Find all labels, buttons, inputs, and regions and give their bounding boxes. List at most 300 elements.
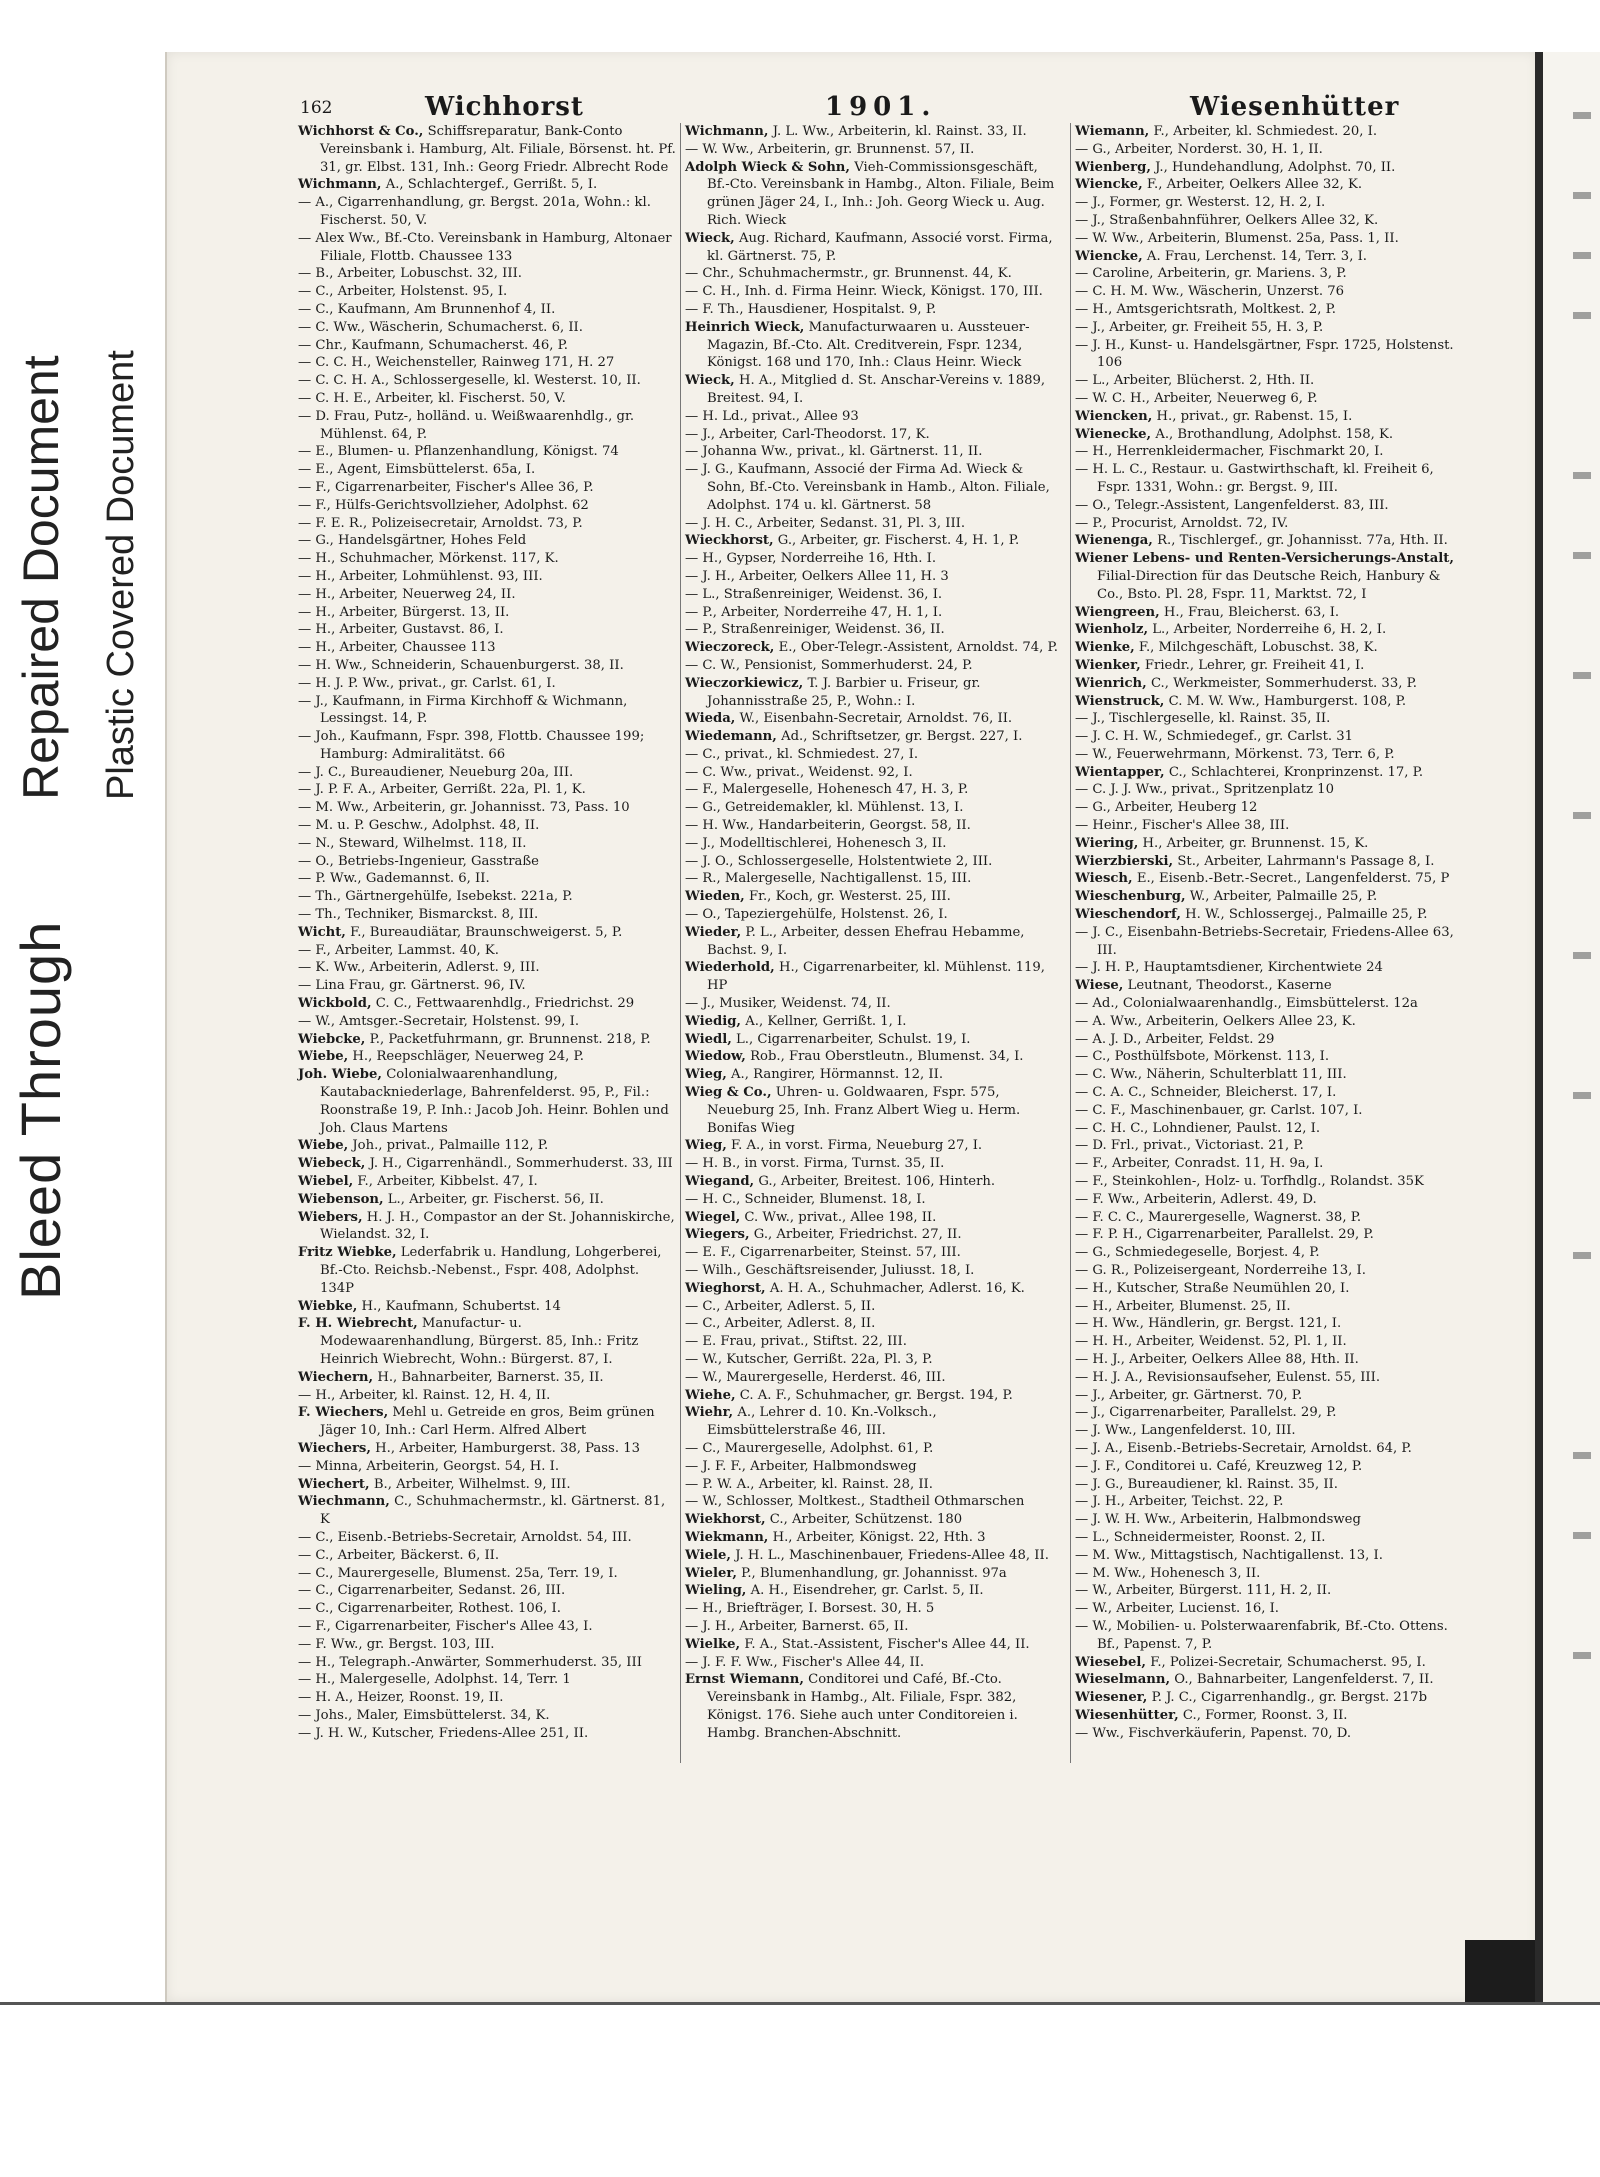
- directory-entry: [685, 301, 1063, 319]
- entry-text: Schiffsreparatur, Bank-Conto Vereinsbank i. Hamburg, Alt. Filiale, Börsenst. ht. Pf. 31, gr. Elbst. 131, Inh.: Georg Friedr. Albrecht Rode: [320, 124, 676, 175]
- entry-text: — C., Arbeiter, Adlerst. 5, II.: [685, 1298, 876, 1314]
- entry-text: C. A. F., Schuhmacher, gr. Bergst. 194, P.: [739, 1387, 1013, 1403]
- entry-text: H., Arbeiter, Hamburgerst. 38, Pass. 13: [375, 1440, 640, 1456]
- directory-entry: [298, 337, 676, 355]
- entry-text: — H., Arbeiter, Chaussee 113: [298, 640, 496, 656]
- directory-entry: [298, 1671, 676, 1689]
- entry-text: — Lina Frau, gr. Gärtnerst. 96, IV.: [298, 978, 526, 994]
- entry-text: F., Arbeiter, kl. Schmiedest. 20, I.: [1153, 124, 1378, 139]
- entry-text: Uhren- u. Goldwaaren, Fspr. 575, Neueburg 25, Inh. Franz Albert Wieg u. Herm. Bonifas Wieg: [707, 1085, 1021, 1136]
- entry-text: Aug. Richard, Kaufmann, Associé vorst. Firma, kl. Gärtnerst. 75, P.: [707, 230, 1053, 264]
- entry-name: Joh. Wiebe,: [298, 1067, 382, 1083]
- directory-entry: [1075, 1387, 1465, 1405]
- entry-name: Wiebe,: [298, 1049, 349, 1065]
- directory-entry: [1075, 1137, 1465, 1155]
- entry-text: O., Bahnarbeiter, Langenfelderst. 7, II.: [1174, 1672, 1434, 1688]
- directory-entry: [685, 123, 1063, 141]
- directory-entry: [685, 1209, 1063, 1227]
- directory-entry: [1075, 1315, 1465, 1333]
- entry-text: — W., Kutscher, Gerrißt. 22a, Pl. 3, P.: [685, 1351, 933, 1367]
- entry-text: — J. P. F. A., Arbeiter, Gerrißt. 22a, Pl. 1, K.: [298, 782, 586, 798]
- entry-text: Leutnant, Theodorst., Kaserne: [1127, 978, 1332, 994]
- directory-entry: [1075, 515, 1465, 533]
- directory-entry: [1075, 461, 1465, 497]
- entry-text: — W. C. H., Arbeiter, Neuerweg 6, P.: [1075, 390, 1318, 406]
- directory-entry: [298, 515, 676, 533]
- directory-entry: [1075, 1066, 1465, 1084]
- entry-text: — Joh., Kaufmann, Fspr. 398, Flottb. Chaussee 199; Hamburg: Admiralitätst. 66: [298, 729, 645, 762]
- directory-entry: [1075, 1404, 1465, 1422]
- entry-text: — M. Ww., Hohenesch 3, II.: [1075, 1565, 1261, 1581]
- directory-entry: [298, 835, 676, 853]
- directory-entry: [1075, 1582, 1465, 1600]
- directory-entry: [685, 159, 1063, 230]
- directory-entry: [1075, 1031, 1465, 1049]
- entry-name: Wiechern,: [298, 1369, 374, 1385]
- entry-text: — H. Ld., privat., Allee 93: [685, 408, 859, 424]
- directory-entry: [1075, 657, 1465, 675]
- directory-entry: [298, 283, 676, 301]
- entry-text: — F. Ww., Arbeiterin, Adlerst. 49, D.: [1075, 1191, 1317, 1207]
- directory-entry: [1075, 977, 1465, 995]
- directory-entry: [298, 870, 676, 888]
- entry-text: — P., Straßenreiniger, Weidenst. 36, II.: [685, 622, 945, 638]
- side-label-repaired-document: Repaired Document: [13, 355, 69, 800]
- directory-entry: [685, 799, 1063, 817]
- directory-entry: [298, 1618, 676, 1636]
- entry-text: — H. J. A., Revisionsaufseher, Eulenst. 55, III.: [1075, 1369, 1381, 1385]
- header-right-keyword: Wiesenhütter: [1190, 92, 1400, 122]
- entry-text: — Th., Gärtnergehülfe, Isebekst. 221a, P.: [298, 889, 573, 905]
- directory-entry: [1075, 319, 1465, 337]
- entry-text: — F., Malergeselle, Hohenesch 47, H. 3, P.: [685, 782, 969, 798]
- directory-entry: [685, 265, 1063, 283]
- entry-name: Wienrich,: [1075, 675, 1147, 691]
- entry-text: H., Arbeiter, Königst. 22, Hth. 3: [772, 1529, 986, 1545]
- entry-text: F., Bureaudiätar, Braunschweigerst. 5, P.: [350, 924, 623, 940]
- entry-text: H., Reepschläger, Neuerweg 24, P.: [352, 1049, 584, 1065]
- directory-entry: [685, 1262, 1063, 1280]
- entry-name: Wiedemann,: [685, 729, 777, 745]
- directory-entry: [298, 1048, 676, 1066]
- directory-entry: [1075, 959, 1465, 977]
- directory-entry: [298, 604, 676, 622]
- directory-entry: [1075, 426, 1465, 444]
- entry-text: — H., Arbeiter, Blumenst. 25, II.: [1075, 1298, 1291, 1314]
- directory-entry: [1075, 194, 1465, 212]
- entry-text: Ad., Schriftsetzer, gr. Bergst. 227, I.: [781, 729, 1023, 745]
- directory-entry: [685, 443, 1063, 461]
- directory-entry: [685, 995, 1063, 1013]
- entry-text: — F., Cigarrenarbeiter, Fischer's Allee 43, I.: [298, 1618, 593, 1634]
- entry-text: — C. A. C., Schneider, Bleicherst. 17, I.: [1075, 1085, 1337, 1101]
- entry-text: P., Packetfuhrmann, gr. Brunnenst. 218, P.: [369, 1031, 651, 1047]
- directory-entry: [1075, 1600, 1465, 1618]
- directory-entry: [298, 1209, 676, 1245]
- entry-name: Wierzbierski,: [1075, 853, 1174, 869]
- entry-text: — H., Amtsgerichtsrath, Moltkest. 2, P.: [1075, 301, 1336, 317]
- directory-entry: [685, 141, 1063, 159]
- entry-text: A., Brothandlung, Adolphst. 158, K.: [1155, 426, 1394, 442]
- entry-text: A., Kellner, Gerrißt. 1, I.: [745, 1013, 907, 1029]
- directory-entry: [1075, 924, 1465, 960]
- entry-name: Ernst Wiemann,: [685, 1672, 804, 1688]
- directory-entry: [685, 1351, 1063, 1369]
- directory-entry: [685, 639, 1063, 657]
- directory-entry: [685, 1582, 1063, 1600]
- entry-text: — F. Th., Hausdiener, Hospitalst. 9, P.: [685, 301, 937, 317]
- entry-text: L., Arbeiter, Norderreihe 6, H. 2, I.: [1152, 622, 1387, 638]
- entry-text: G., Arbeiter, gr. Fischerst. 4, H. 1, P.: [777, 533, 1020, 549]
- entry-text: — W., Maurergeselle, Herderst. 46, III.: [685, 1369, 946, 1385]
- entry-name: Wiehr,: [685, 1405, 734, 1421]
- entry-text: G., Arbeiter, Friedrichst. 27, II.: [753, 1227, 962, 1243]
- entry-text: W., Arbeiter, Palmaille 25, P.: [1189, 889, 1378, 905]
- entry-text: — C. W., Pensionist, Sommerhuderst. 24, P.: [685, 657, 973, 673]
- directory-entry: [1075, 123, 1465, 141]
- entry-text: — J., Former, gr. Westerst. 12, H. 2, I.: [1075, 195, 1326, 211]
- entry-text: — L., Straßenreiniger, Weidenst. 36, I.: [685, 586, 943, 602]
- directory-entry: [685, 1137, 1063, 1155]
- directory-entry: [685, 1618, 1063, 1636]
- entry-text: — H., Arbeiter, Bürgerst. 13, II.: [298, 604, 510, 620]
- directory-entry: [298, 1600, 676, 1618]
- entry-name: Wiencken,: [1075, 408, 1153, 424]
- entry-text: — D. Frau, Putz-, holländ. u. Weißwaarenhdlg., gr. Mühlenst. 64, P.: [298, 408, 635, 442]
- entry-text: Vieh-Commissionsgeschäft, Bf.-Cto. Vereinsbank in Hambg., Alton. Filiale, Beim grünen Jäger 24, I., Inh.: Joh. Georg Wieck u. Aug. Rich. Wieck: [707, 159, 1055, 228]
- entry-text: — H., Briefträger, I. Borsest. 30, H. 5: [685, 1601, 935, 1617]
- entry-name: Wieda,: [685, 711, 736, 727]
- directory-entry: [1075, 1422, 1465, 1440]
- entry-name: Wieler,: [685, 1565, 737, 1581]
- entry-name: Wieselmann,: [1075, 1672, 1171, 1688]
- directory-entry: [298, 1707, 676, 1725]
- directory-entry: [298, 1689, 676, 1707]
- entry-text: — C., Cigarrenarbeiter, Rothest. 106, I.: [298, 1601, 561, 1617]
- directory-entry: [1075, 1209, 1465, 1227]
- directory-entry: [1075, 265, 1465, 283]
- directory-entry: [1075, 906, 1465, 924]
- entry-name: Wiener Lebens- und Renten-Versicherungs-Anstalt,: [1075, 551, 1454, 567]
- directory-entry: [685, 1369, 1063, 1387]
- directory-entry: [685, 1298, 1063, 1316]
- entry-text: — H. Ww., Händlerin, gr. Bergst. 121, I.: [1075, 1316, 1342, 1332]
- directory-entry: [298, 1458, 676, 1476]
- entry-text: — Minna, Arbeiterin, Georgst. 54, H. I.: [298, 1458, 560, 1474]
- entry-text: Colonialwaarenhandlung, Kautabackniederlage, Bahrenfelderst. 95, P., Fil.: Roonstraße 19, P. Inh.: Jacob Joh. Heinr. Bohlen und Joh. Claus Martens: [320, 1067, 669, 1136]
- entry-text: F. A., in vorst. Firma, Neueburg 27, I.: [731, 1138, 983, 1154]
- entry-text: T. J. Barbier u. Friseur, gr. Johannisstraße 25, P., Wohn.: I.: [707, 675, 981, 709]
- entry-text: B., Arbeiter, Wilhelmst. 9, III.: [373, 1476, 571, 1492]
- directory-entry: [298, 1191, 676, 1209]
- directory-entry: [298, 1493, 676, 1529]
- entry-text: — H., Gypser, Norderreihe 16, Hth. I.: [685, 551, 937, 567]
- directory-entry: [1075, 604, 1465, 622]
- directory-entry: [1075, 1155, 1465, 1173]
- entry-text: — Ww., Fischverkäuferin, Papenst. 70, D.: [1075, 1725, 1352, 1741]
- directory-entry: [685, 586, 1063, 604]
- entry-name: Wiekmann,: [685, 1529, 769, 1545]
- directory-entry: [685, 1671, 1063, 1742]
- entry-text: — G., Getreidemakler, kl. Mühlenst. 13, I.: [685, 800, 964, 816]
- entry-name: Wieck,: [685, 230, 735, 246]
- entry-name: Wiebke,: [298, 1298, 358, 1314]
- entry-text: — W., Arbeiter, Bürgerst. 111, H. 2, II.: [1075, 1583, 1332, 1599]
- entry-text: — H., Telegraph.-Anwärter, Sommerhuderst. 35, III: [298, 1654, 642, 1670]
- entry-text: — J. H., Arbeiter, Barnerst. 65, II.: [685, 1618, 909, 1634]
- entry-text: P. L., Arbeiter, dessen Ehefrau Hebamme, Bachst. 9, I.: [707, 924, 1025, 958]
- directory-entry: [298, 657, 676, 675]
- directory-entry: [685, 906, 1063, 924]
- directory-entry: [685, 959, 1063, 995]
- directory-entry: [685, 1013, 1063, 1031]
- entry-text: Fr., Koch, gr. Westerst. 25, III.: [748, 889, 951, 905]
- entry-text: — W., Mobilien- u. Polsterwaarenfabrik, Bf.-Cto. Ottens. Bf., Papenst. 7, P.: [1075, 1618, 1448, 1652]
- directory-entry: [685, 408, 1063, 426]
- entry-text: — C. H. C., Lohndiener, Paulst. 12, I.: [1075, 1120, 1321, 1136]
- entry-text: H., privat., gr. Rabenst. 15, I.: [1156, 408, 1353, 424]
- directory-entry: [1075, 283, 1465, 301]
- directory-entry: [1075, 764, 1465, 782]
- directory-entry: [298, 621, 676, 639]
- entry-text: — F. Ww., gr. Bergst. 103, III.: [298, 1636, 495, 1652]
- entry-name: F. H. Wiebrecht,: [298, 1316, 418, 1332]
- entry-text: A., Rangirer, Hörmannst. 12, II.: [731, 1067, 944, 1083]
- entry-name: Wichmann,: [298, 177, 382, 193]
- directory-entry: [298, 1387, 676, 1405]
- directory-entry: [298, 301, 676, 319]
- entry-text: — J. G., Bureaudiener, kl. Rainst. 35, II.: [1075, 1476, 1338, 1492]
- directory-entry: [685, 1244, 1063, 1262]
- directory-entry: [1075, 176, 1465, 194]
- scan-bottom-edge: [0, 2002, 1600, 2005]
- entry-text: — J., Musiker, Weidenst. 74, II.: [685, 996, 891, 1012]
- entry-name: Adolph Wieck & Sohn,: [685, 159, 850, 175]
- adjacent-page-strip: [1543, 52, 1600, 2002]
- entry-text: — H. J., Arbeiter, Oelkers Allee 88, Hth. II.: [1075, 1351, 1359, 1367]
- entry-name: Wiedig,: [685, 1013, 742, 1029]
- entry-text: A., Lehrer d. 10. Kn.-Volksch., Eimsbüttelerstraße 46, III.: [707, 1405, 937, 1439]
- entry-text: Lederfabrik u. Handlung, Lohgerberei, Bf.-Cto. Reichsb.-Nebenst., Fspr. 408, Adolphst. 134P: [320, 1245, 662, 1296]
- entry-name: Wieden,: [685, 889, 745, 905]
- entry-text: Friedr., Lehrer, gr. Freiheit 41, I.: [1144, 657, 1365, 673]
- directory-entry: [1075, 1280, 1465, 1298]
- entry-name: Heinrich Wieck,: [685, 319, 805, 335]
- directory-entry: [298, 265, 676, 283]
- entry-text: — C., Kaufmann, Am Brunnenhof 4, II.: [298, 301, 556, 317]
- entry-text: F., Arbeiter, Kibbelst. 47, I.: [357, 1174, 538, 1190]
- directory-entry: [685, 1226, 1063, 1244]
- entry-text: — H., Arbeiter, Lohmühlenst. 93, III.: [298, 568, 543, 584]
- entry-text: — J. A., Eisenb.-Betriebs-Secretair, Arnoldst. 64, P.: [1075, 1440, 1412, 1456]
- directory-entry: [685, 426, 1063, 444]
- directory-entry: [1075, 390, 1465, 408]
- entry-text: F., Polizei-Secretair, Schumacherst. 95, I.: [1150, 1654, 1426, 1670]
- directory-entry: [298, 194, 676, 230]
- entry-text: — F. E. R., Polizeisecretair, Arnoldst. 73, P.: [298, 515, 583, 531]
- entry-text: Manufactur- u. Modewaarenhandlung, Bürgerst. 85, Inh.: Fritz Heinrich Wiebrecht, Wohn.: Bürgerst. 87, I.: [320, 1316, 639, 1367]
- entry-text: — H. J. P. Ww., privat., gr. Carlst. 61, I.: [298, 675, 556, 691]
- entry-text: — O., Betriebs-Ingenieur, Gasstraße: [298, 853, 539, 869]
- entry-name: Wiese,: [1075, 978, 1124, 994]
- directory-entry: [1075, 1476, 1465, 1494]
- directory-entry: [1075, 337, 1465, 373]
- directory-entry: [685, 888, 1063, 906]
- entry-text: — C., Posthülfsbote, Mörkenst. 113, I.: [1075, 1049, 1330, 1065]
- entry-text: — E., Agent, Eimsbüttelerst. 65a, I.: [298, 462, 536, 478]
- entry-text: — W., Feuerwehrmann, Mörkenst. 73, Terr. 6, P.: [1075, 746, 1395, 762]
- directory-entry: [685, 1387, 1063, 1405]
- entry-text: — J., Straßenbahnführer, Oelkers Allee 32, K.: [1075, 212, 1379, 228]
- entry-text: — Johs., Maler, Eimsbüttelerst. 34, K.: [298, 1707, 550, 1723]
- page-header: [300, 92, 1410, 126]
- directory-entry: [298, 568, 676, 586]
- entry-text: C., Schuhmachermstr., kl. Gärtnerst. 81, K: [320, 1494, 666, 1528]
- directory-entry: [298, 1013, 676, 1031]
- entry-text: — A. Ww., Arbeiterin, Oelkers Allee 23, K.: [1075, 1013, 1356, 1029]
- entry-text: — W., Schlosser, Moltkest., Stadtheil Othmarschen: [685, 1494, 1025, 1510]
- entry-name: Wieghorst,: [685, 1280, 766, 1296]
- entry-name: Wiesener,: [1075, 1690, 1148, 1706]
- entry-text: C. M. W. Ww., Hamburgerst. 108, P.: [1168, 693, 1407, 709]
- directory-entry: [685, 728, 1063, 746]
- entry-name: Wiederhold,: [685, 960, 775, 976]
- entry-text: H., Kaufmann, Schubertst. 14: [361, 1298, 561, 1314]
- directory-entry: [685, 550, 1063, 568]
- entry-name: Wichhorst & Co.,: [298, 124, 424, 139]
- entry-name: Wiencke,: [1075, 177, 1143, 193]
- entry-name: Wieckhorst,: [685, 533, 774, 549]
- directory-entry: [298, 550, 676, 568]
- entry-text: — C. H. E., Arbeiter, kl. Fischerst. 50, V.: [298, 390, 566, 406]
- entry-text: G., Arbeiter, Breitest. 106, Hinterh.: [758, 1174, 996, 1190]
- directory-entry: [1075, 1173, 1465, 1191]
- entry-text: — G. R., Polizeisergeant, Norderreihe 13, I.: [1075, 1263, 1366, 1278]
- directory-entry: [685, 1529, 1063, 1547]
- directory-entry: [1075, 1493, 1465, 1511]
- entry-text: — H., Schuhmacher, Mörkenst. 117, K.: [298, 551, 559, 567]
- entry-name: F. Wiechers,: [298, 1405, 389, 1421]
- directory-entry: [685, 1066, 1063, 1084]
- directory-entry: [685, 1084, 1063, 1137]
- directory-entry: [1075, 710, 1465, 728]
- entry-name: Wiebers,: [298, 1209, 363, 1225]
- entry-text: — W., Amtsger.-Secretair, Holstenst. 99, I.: [298, 1013, 580, 1029]
- directory-entry: [298, 1137, 676, 1155]
- header-year: 1901.: [825, 92, 937, 122]
- directory-entry: [1075, 1458, 1465, 1476]
- entry-text: — B., Arbeiter, Lobuschst. 32, III.: [298, 266, 522, 282]
- entry-text: C. C., Fettwaarenhdlg., Friedrichst. 29: [375, 996, 635, 1012]
- entry-text: — E. Frau, privat., Stiftst. 22, III.: [685, 1334, 907, 1350]
- entry-text: Mehl u. Getreide en gros, Beim grünen Jäger 10, Inh.: Carl Herm. Alfred Albert: [320, 1405, 655, 1439]
- entry-text: A. Frau, Lerchenst. 14, Terr. 3, I.: [1146, 248, 1367, 264]
- entry-text: Manufacturwaaren u. Aussteuer-Magazin, Bf.-Cto. Alt. Creditverein, Fspr. 1234, Königst. 168 und 170, Inh.: Claus Heinr. Wieck: [707, 319, 1030, 371]
- directory-entry: [298, 1725, 676, 1743]
- entry-name: Wiebcke,: [298, 1031, 366, 1047]
- directory-entry: [1075, 746, 1465, 764]
- directory-entry: [298, 1547, 676, 1565]
- entry-text: — M. Ww., Arbeiterin, gr. Johannisst. 73, Pass. 10: [298, 800, 630, 816]
- entry-name: Wickbold,: [298, 996, 372, 1012]
- entry-name: Wiebenson,: [298, 1191, 384, 1207]
- directory-entry: [685, 1511, 1063, 1529]
- entry-text: — Caroline, Arbeiterin, gr. Mariens. 3, P.: [1075, 266, 1347, 282]
- entry-text: — C. Ww., Näherin, Schulterblatt 11, III.: [1075, 1067, 1347, 1083]
- entry-text: H., Frau, Bleicherst. 63, I.: [1163, 604, 1340, 620]
- entry-text: — G., Arbeiter, Heuberg 12: [1075, 800, 1258, 816]
- entry-name: Wiebeck,: [298, 1156, 366, 1172]
- entry-text: — J., Arbeiter, Carl-Theodorst. 17, K.: [685, 426, 930, 442]
- directory-entry: [1075, 1618, 1465, 1654]
- directory-entry: [685, 835, 1063, 853]
- entry-text: — C. Ww., Wäscherin, Schumacherst. 6, II.: [298, 319, 583, 335]
- entry-name: Wientapper,: [1075, 764, 1165, 780]
- entry-name: Wienke,: [1075, 640, 1135, 656]
- entry-text: C. Ww., privat., Allee 198, II.: [744, 1209, 937, 1225]
- entry-text: L., Arbeiter, gr. Fischerst. 56, II.: [387, 1191, 604, 1207]
- directory-entry: [685, 1155, 1063, 1173]
- entry-name: Wiekhorst,: [685, 1512, 766, 1528]
- entry-name: Wielke,: [685, 1636, 741, 1652]
- directory-entry: [685, 461, 1063, 514]
- directory-entry: [685, 283, 1063, 301]
- entry-text: — W., Arbeiter, Lucienst. 16, I.: [1075, 1601, 1280, 1617]
- entry-text: — J. O., Schlossergeselle, Holstentwiete 2, III.: [685, 853, 993, 869]
- entry-name: Fritz Wiebke,: [298, 1245, 397, 1261]
- directory-entry: [298, 176, 676, 194]
- entry-text: — C. H., Inh. d. Firma Heinr. Wieck, Königst. 170, III.: [685, 284, 1043, 300]
- entry-text: J. H. L., Maschinenbauer, Friedens-Allee 48, II.: [735, 1547, 1049, 1563]
- directory-entry: [685, 568, 1063, 586]
- entry-text: — J. H. C., Arbeiter, Sedanst. 31, Pl. 3, III.: [685, 515, 966, 531]
- directory-entry: [1075, 1048, 1465, 1066]
- entry-text: — F., Arbeiter, Lammst. 40, K.: [298, 942, 499, 958]
- directory-entry: [685, 515, 1063, 533]
- entry-text: — H., Malergeselle, Adolphst. 14, Terr. 1: [298, 1672, 571, 1688]
- entry-name: Wiebel,: [298, 1174, 354, 1190]
- entry-text: A., Schlachtergef., Gerrißt. 5, I.: [385, 177, 598, 193]
- entry-text: — N., Steward, Wilhelmst. 118, II.: [298, 835, 527, 851]
- entry-text: — H., Kutscher, Straße Neumühlen 20, I.: [1075, 1280, 1350, 1296]
- entry-name: Wiemann,: [1075, 124, 1150, 139]
- entry-text: — J., Kaufmann, in Firma Kirchhoff & Wichmann, Lessingst. 14, P.: [298, 693, 628, 727]
- directory-entry: [298, 1244, 676, 1297]
- directory-entry: [298, 1173, 676, 1191]
- entry-text: — C. H. M. Ww., Wäscherin, Unzerst. 76: [1075, 284, 1345, 300]
- directory-entry: [298, 1315, 676, 1368]
- directory-entry: [298, 1369, 676, 1387]
- directory-entry: [1075, 1707, 1465, 1725]
- entry-text: L., Cigarrenarbeiter, Schulst. 19, I.: [736, 1031, 971, 1047]
- entry-text: H. A., Mitglied d. St. Anschar-Vereins v. 1889, Breitest. 94, I.: [707, 373, 1046, 406]
- entry-text: — J., Arbeiter, gr. Freiheit 55, H. 3, P.: [1075, 319, 1324, 335]
- directory-entry: [685, 604, 1063, 622]
- directory-entry: [298, 1476, 676, 1494]
- directory-entry: [685, 1333, 1063, 1351]
- directory-entry: [685, 764, 1063, 782]
- entry-text: — C., Arbeiter, Adlerst. 8, II.: [685, 1316, 876, 1332]
- entry-name: Wiesch,: [1075, 871, 1133, 887]
- entry-text: — E. F., Cigarrenarbeiter, Steinst. 57, III.: [685, 1245, 961, 1261]
- entry-name: Wieck,: [685, 373, 735, 389]
- entry-text: — H., Arbeiter, Gustavst. 86, I.: [298, 622, 504, 638]
- directory-entry: [1075, 443, 1465, 461]
- entry-text: — F., Cigarrenarbeiter, Fischer's Allee 36, P.: [298, 479, 594, 495]
- entry-name: Wieder,: [685, 924, 742, 940]
- directory-entry: [298, 1529, 676, 1547]
- directory-entry: [1075, 781, 1465, 799]
